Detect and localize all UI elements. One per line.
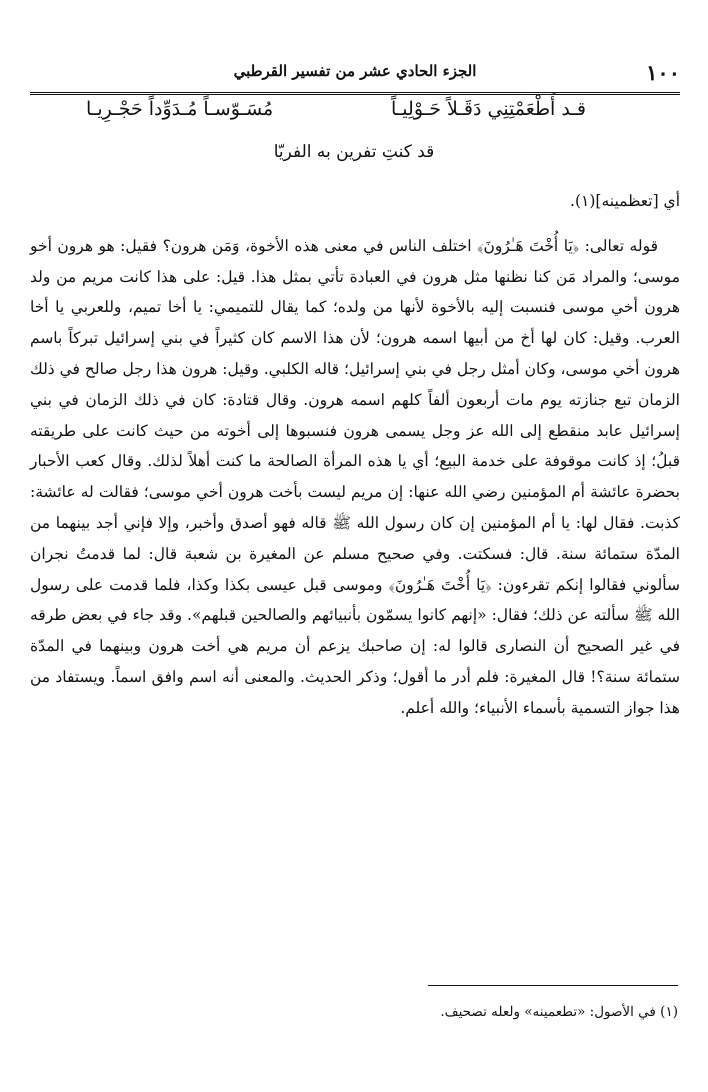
verse-hemistich-right: قـد أَطْعَمْتِنِي دَقَـلاً حَـوْلِيـاً: [390, 98, 586, 120]
paragraph-commentary: قوله تعالى: ﴿يَا أُخْتَ هَـٰرُونَ﴾ اختلف الناس في معنى هذه الأخوة، وَمَن هرون؟ فقيل: هو هرون أخو موسى؛ والمراد مَن كنا نظنها مثل هرون في العبادة تأتي بمثل هذا. قيل: على هذا كانت مريم من ولد هرون أخي موسى فنسبت إليه بالأخوة لأنها من ولده؛ كما يقال للتميمي: يا أخا تميم، وللعربي يا أخا العرب. وقيل: كان لها أخ من أبيها اسمه هرون؛ لأن هذا الاسم كان كثيراً في بني إسرائيل تبركاً باسم هرون أخي موسى، وكان أمثل رجل في بني إسرائيل؛ قاله الكلبي. وقيل: هرون هذا رجل صالح في ذلك الزمان تبع جنازته يوم مات أربعون ألفاً كلهم اسمه هرون. وقال قتادة: كان في ذلك الزمان في بني إسرائيل عابد منقطع إلى الله عز وجل يسمى هرون فنسبوها إلى أخوته من حيث كانت على طريقته قبلُ؛ إذ كانت موقوفة على خدمة البيع؛ أي يا هذه المرأة الصالحة ما كنت أهلاً لذلك. وقال كعب الأحبار بحضرة عائشة أم المؤمنين رضي الله عنها: إن مريم ليست بأخت هرون أخي موسى؛ فقالت له عائشة: كذبت. فقال لها: يا أم المؤمنين إن كان رسول الله ﷺ قاله فهو أصدق وأخبر، وإلا فإني أجد بينهما من المدّة ستمائة سنة. قال: فسكتت. وفي صحيح مسلم عن المغيرة بن شعبة قال: لما قدمتُ نجران سألوني فقالوا إنكم تقرءون: ﴿يَا أُخْتَ هَـٰرُونَ﴾ وموسى قبل عيسى بكذا وكذا، فلما قدمت على رسول الله ﷺ سألته عن ذلك؛ فقال: «إنهم كانوا يسمّون بأنبيائهم والصالحين قبلهم». وقد جاء في بعض طرقه في غير الصحيح أن النصارى قالوا له: إن صاحبك يزعم أن مريم هي أخت هرون وبينهما في المدّة ستمائة سنة؟! قال المغيرة: فلم أدر ما أقول؛ وذكر الحديث. والمعنى أنه اسم وافق اسماً. ويستفاد من هذا جواز التسمية بأسماء الأنبياء؛ والله أعلم.: [30, 236, 680, 717]
poetry-verse: [86, 98, 586, 132]
verse-hemistich-left: مُسَـوّسـاً مُـدَوِّداً حَجْـرِيـا: [86, 98, 274, 120]
page-header: [30, 60, 680, 90]
footnote-divider: [428, 985, 678, 986]
page-number: ١٠٠: [646, 60, 680, 85]
header-divider: [30, 92, 680, 95]
paragraph-intro: أي [تعظمينه](١).: [570, 192, 680, 210]
footnote: (١) في الأصول: «تطعمينه» ولعله تصحيف.: [440, 1004, 678, 1020]
main-text: [30, 186, 680, 724]
poetry-verse-line-2: قد كنتِ تفرين به الفريّا: [273, 142, 435, 162]
running-title: الجزء الحادي عشر من تفسير القرطبي: [233, 62, 477, 80]
